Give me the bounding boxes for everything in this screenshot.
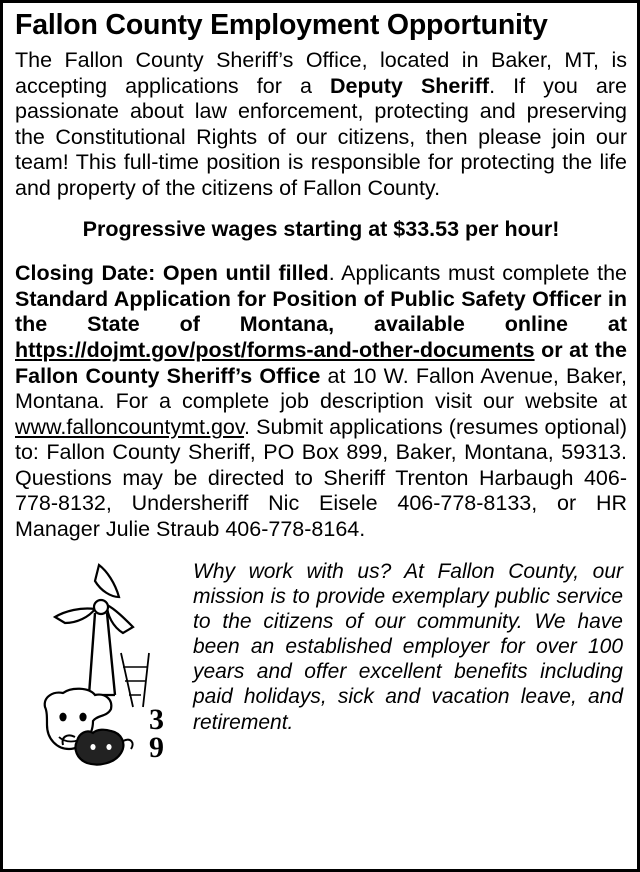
- or-at-text: or at the: [534, 337, 627, 362]
- county-website-link[interactable]: www.falloncountymt.gov: [15, 414, 245, 439]
- logo-area: [15, 553, 193, 777]
- intro-text-part1: The Fallon County Sheriff’s Office, located in Baker, MT, is accepting applications for a: [15, 47, 627, 98]
- closing-after-label: . Applicants must complete the: [328, 261, 627, 286]
- closing-date-label: Closing Date: Open until filled: [15, 261, 329, 286]
- application-form-name: Standard Application for Position of Public Safety Officer in the State of Montana, available online at: [15, 286, 627, 337]
- bottom-section: [15, 553, 627, 777]
- fallon-county-livestock-logo-icon: [37, 557, 187, 772]
- page-title: Fallon County Employment Opportunity: [15, 9, 548, 41]
- closing-paragraph: [15, 261, 627, 542]
- application-url-link[interactable]: https://dojmt.gov/post/forms-and-other-documents: [15, 337, 535, 362]
- job-title: Deputy Sheriff: [330, 73, 490, 98]
- intro-paragraph: [15, 48, 627, 201]
- mission-statement: Why work with us? At Fallon County, our mission is to provide exemplary public service to the citizens of our community. We have been an established employer for over 100 years and offer excellent benefits including paid holidays, sick and vacation leave, and retirement.: [193, 559, 623, 734]
- logo-number-bottom: 9: [149, 730, 164, 764]
- ad-inner: [3, 3, 637, 777]
- wages-statement: Progressive wages starting at $33.53 per hour!: [82, 217, 560, 242]
- intro-text-part2: . If you are passionate about law enforcement, protecting and preserving the Constitutional Rights of our citizens, then please join our team! This full-time position is responsible for protecting the life and property of the citizens of Fallon County.: [15, 73, 627, 200]
- logo-number-top: 3: [149, 702, 164, 736]
- submit-instructions-text: . Submit applications (resumes optional) to: Fallon County Sheriff, PO Box 899, Baker, Montana, 59313. Questions may be directed to Sheriff Trenton Harbaugh 406-778-8132, Undersheriff Nic Eisele 406-778-8133, or HR Manager Julie Straub 406-778-8164.: [15, 414, 627, 541]
- sheriff-office-name: Fallon County Sheriff’s Office: [15, 363, 321, 388]
- address-rest-text: at 10 W. Fallon Avenue, Baker, Montana. For a complete job description visit our website at: [15, 363, 627, 414]
